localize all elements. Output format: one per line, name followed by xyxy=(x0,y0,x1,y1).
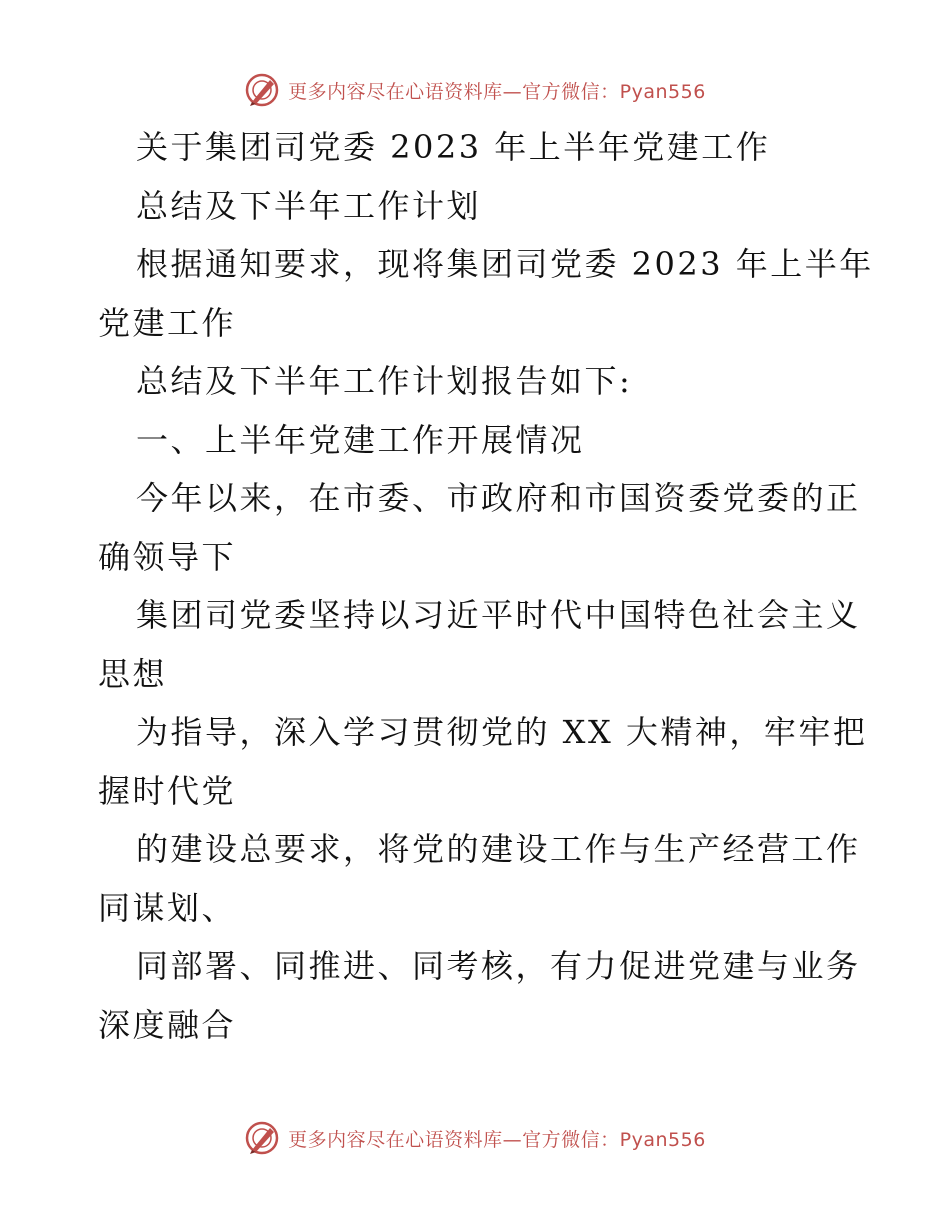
document-line: 握时代党 xyxy=(98,771,237,810)
footer-watermark-text: 更多内容尽在心语资料库—官方微信：Pyan556 xyxy=(288,1128,706,1151)
document-line: 一、上半年党建工作开展情况 xyxy=(136,420,585,459)
document-line: 关于集团司党委 2023 年上半年党建工作 xyxy=(136,128,771,166)
document-line: 同谋划、 xyxy=(98,888,237,927)
footer-watermark xyxy=(0,1118,950,1158)
document-line: 党建工作 xyxy=(98,303,237,342)
document-line: 的建设总要求，将党的建设工作与生产经营工作 xyxy=(136,830,861,868)
document-line: 今年以来，在市委、市政府和市国资委党委的正 xyxy=(136,479,861,517)
header-watermark xyxy=(0,70,950,110)
document-line: 确领导下 xyxy=(98,537,237,576)
document-line: 思想 xyxy=(98,654,168,693)
document-line: 集团司党委坚持以习近平时代中国特色社会主义 xyxy=(136,596,861,634)
document-line: 根据通知要求，现将集团司党委 2023 年上半年 xyxy=(136,245,874,283)
pen-logo-icon xyxy=(244,1120,280,1156)
pen-logo-icon xyxy=(244,72,280,108)
document-line: 总结及下半年工作计划报告如下: xyxy=(136,362,633,400)
header-watermark-text: 更多内容尽在心语资料库—官方微信：Pyan556 xyxy=(288,80,706,103)
document-line: 为指导，深入学习贯彻党的 XX 大精神，牢牢把 xyxy=(136,713,868,751)
document-line: 总结及下半年工作计划 xyxy=(136,186,482,225)
document-line: 同部署、同推进、同考核，有力促进党建与业务 xyxy=(136,947,861,985)
document-line: 深度融合 xyxy=(98,1005,237,1044)
document-body xyxy=(98,118,874,1054)
